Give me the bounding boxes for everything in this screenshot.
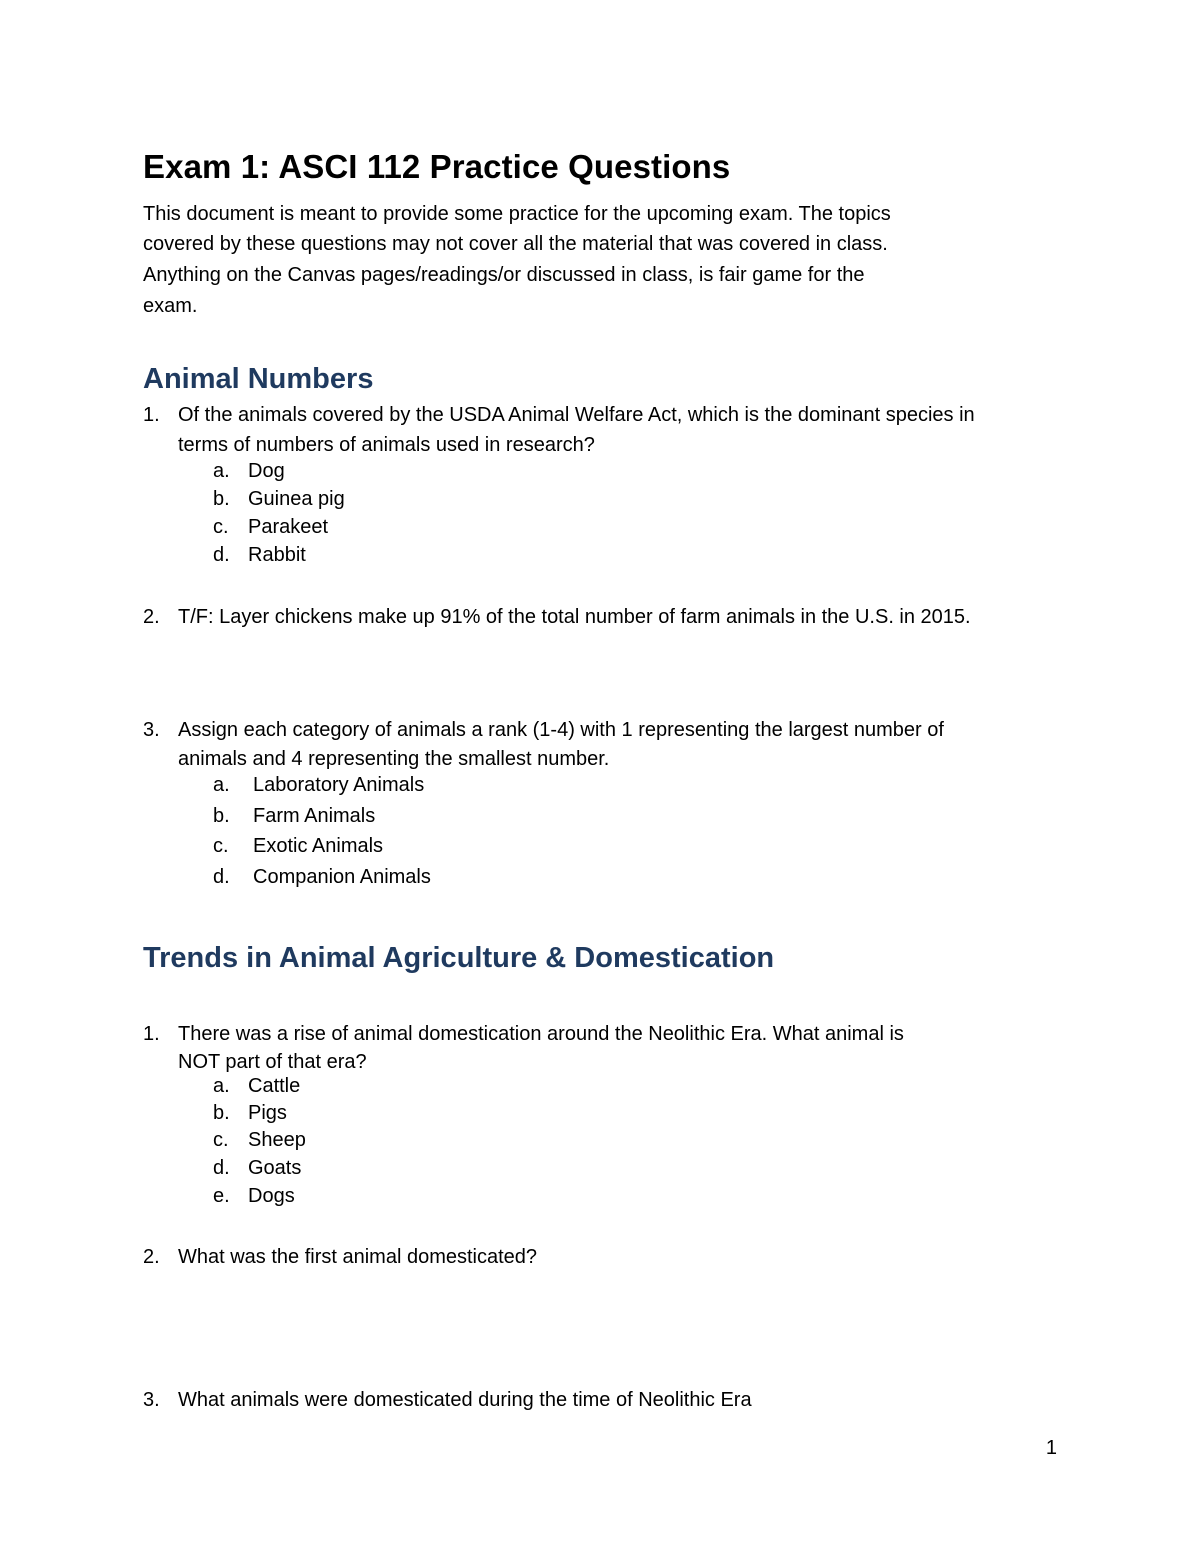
option-text: Cattle xyxy=(248,1075,301,1097)
question-text-line: terms of numbers of animals used in research? xyxy=(178,434,595,456)
question-1-3 xyxy=(0,716,1200,776)
question-number: 3. xyxy=(143,719,160,741)
option-item xyxy=(0,460,1200,488)
intro-line-4: exam. xyxy=(143,295,198,317)
option-item xyxy=(0,835,1200,865)
option-letter: a. xyxy=(213,460,230,482)
question-1-2 xyxy=(0,603,1200,633)
option-letter: c. xyxy=(213,516,229,538)
option-letter: c. xyxy=(213,1129,229,1151)
option-text: Guinea pig xyxy=(248,488,345,510)
question-text-line: Of the animals covered by the USDA Animal Welfare Act, which is the dominant species in xyxy=(178,404,975,426)
question-text-line: There was a rise of animal domestication around the Neolithic Era. What animal is xyxy=(178,1023,904,1045)
option-letter: d. xyxy=(213,1157,230,1179)
document-title: Exam 1: ASCI 112 Practice Questions xyxy=(143,148,731,185)
option-item xyxy=(0,516,1200,544)
option-letter: a. xyxy=(213,774,230,796)
question-text-line: T/F: Layer chickens make up 91% of the total number of farm animals in the U.S. in 2015. xyxy=(178,606,971,628)
section-heading-trends: Trends in Animal Agriculture & Domestication xyxy=(143,942,775,974)
option-item xyxy=(0,774,1200,804)
intro-line-2: covered by these questions may not cover all the material that was covered in class. xyxy=(143,233,888,255)
option-item xyxy=(0,1185,1200,1212)
option-text: Exotic Animals xyxy=(253,835,384,857)
option-item xyxy=(0,805,1200,835)
option-text: Dogs xyxy=(248,1185,295,1207)
option-item xyxy=(0,1129,1200,1156)
option-letter: b. xyxy=(213,805,230,827)
question-number: 1. xyxy=(143,404,160,426)
question-number: 3. xyxy=(143,1389,160,1411)
question-2-3 xyxy=(0,1386,1200,1416)
option-letter: e. xyxy=(213,1185,230,1207)
option-text: Dog xyxy=(248,460,285,482)
option-letter: b. xyxy=(213,1102,230,1124)
question-text-line: What was the first animal domesticated? xyxy=(178,1246,538,1268)
option-text: Sheep xyxy=(248,1129,306,1151)
question-text-line: NOT part of that era? xyxy=(178,1051,367,1073)
option-item xyxy=(0,1075,1200,1102)
page-number: 1 xyxy=(1045,1437,1057,1459)
option-letter: c. xyxy=(213,835,229,857)
option-letter: b. xyxy=(213,488,230,510)
option-item xyxy=(0,866,1200,896)
option-text: Goats xyxy=(248,1157,302,1179)
question-2-1 xyxy=(0,1020,1200,1076)
question-text-line: What animals were domesticated during the time of Neolithic Era xyxy=(178,1389,752,1411)
question-1-1 xyxy=(0,401,1200,461)
option-item xyxy=(0,488,1200,516)
option-text: Parakeet xyxy=(248,516,329,538)
question-number: 2. xyxy=(143,606,160,628)
option-item xyxy=(0,1102,1200,1129)
option-letter: a. xyxy=(213,1075,230,1097)
question-number: 2. xyxy=(143,1246,160,1268)
option-letter: d. xyxy=(213,544,230,566)
option-text: Companion Animals xyxy=(253,866,431,888)
question-text-line: animals and 4 representing the smallest number. xyxy=(178,748,610,770)
option-letter: d. xyxy=(213,866,230,888)
option-text: Farm Animals xyxy=(253,805,376,827)
option-text: Rabbit xyxy=(248,544,306,566)
option-item xyxy=(0,1157,1200,1184)
option-text: Laboratory Animals xyxy=(253,774,425,796)
option-text: Pigs xyxy=(248,1102,287,1124)
intro-line-3: Anything on the Canvas pages/readings/or discussed in class, is fair game for the xyxy=(143,264,865,286)
question-text-line: Assign each category of animals a rank (1-4) with 1 representing the largest number of xyxy=(178,719,944,741)
question-number: 1. xyxy=(143,1023,160,1045)
intro-line-1: This document is meant to provide some practice for the upcoming exam. The topics xyxy=(143,203,891,225)
option-item xyxy=(0,544,1200,572)
question-2-2 xyxy=(0,1243,1200,1273)
section-heading-animal-numbers: Animal Numbers xyxy=(143,363,374,395)
